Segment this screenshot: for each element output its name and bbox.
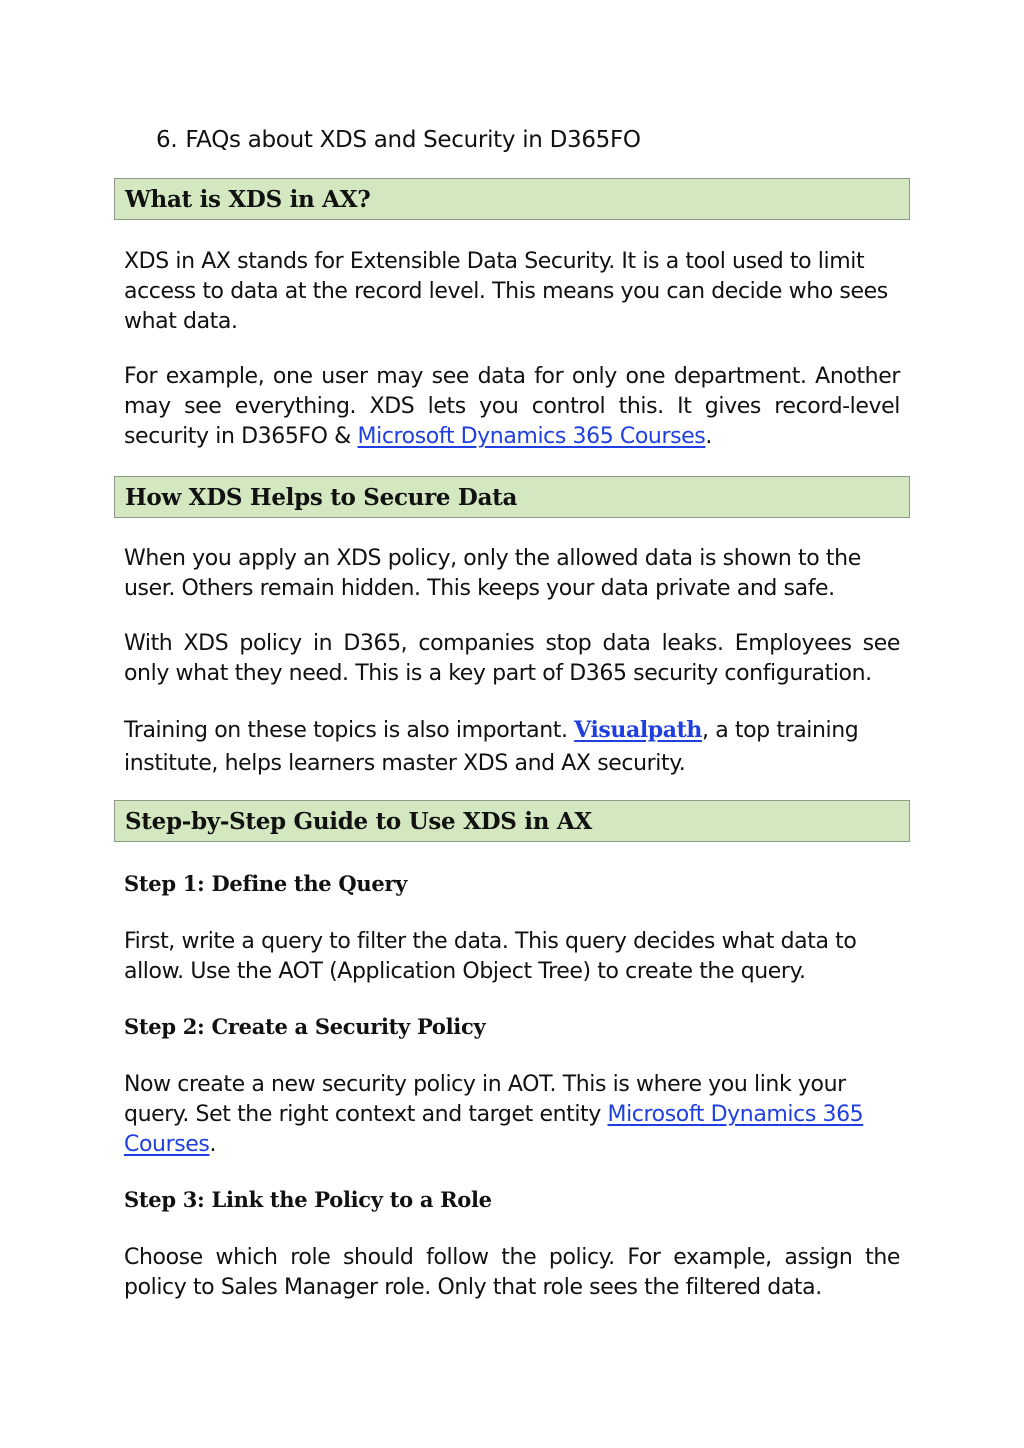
paragraph-how-helps-3-text: Training on these topics is also important.: [124, 718, 575, 743]
step-2-text-body: Now create a new security policy in AOT. This is where you link your query. Set the right context and target entity: [124, 1072, 846, 1127]
section-heading-banner-what-is: [114, 178, 910, 220]
paragraph-how-helps-3-end: , a top training institute, helps learners master XDS and AX security.: [124, 718, 859, 776]
section-heading-how-helps: How XDS Helps to Secure Data: [125, 484, 518, 511]
paragraph-what-is-2: [124, 362, 900, 452]
section-heading-banner-how-helps: [114, 476, 910, 518]
toc-text: FAQs about XDS and Security in D365FO: [185, 127, 641, 153]
step-2-text: [124, 1070, 900, 1160]
paragraph-how-helps-1: When you apply an XDS policy, only the allowed data is shown to the user. Others remain hidden. This keeps your data private and safe.: [124, 546, 861, 601]
section-heading-banner-guide: [114, 800, 910, 842]
step-2-text-end: .: [209, 1132, 217, 1157]
paragraph-what-is-2-end: .: [705, 424, 712, 449]
step-2-title: Step 2: Create a Security Policy: [124, 1014, 486, 1039]
section-heading-what-is: What is XDS in AX?: [125, 186, 371, 213]
paragraph-how-helps-2: With XDS policy in D365, companies stop data leaks. Employees see only what they need. This is a key part of D365 security configuration.: [124, 631, 900, 686]
microsoft-dynamics-courses-link[interactable]: Microsoft Dynamics 365 Courses: [357, 424, 706, 449]
section-heading-guide: Step-by-Step Guide to Use XDS in AX: [125, 808, 592, 835]
paragraph-how-helps-3: [124, 714, 900, 780]
paragraph-what-is-1: XDS in AX stands for Extensible Data Security. It is a tool used to limit access to data at the record level. This means you can decide who sees what data.: [124, 249, 888, 334]
paragraph-what-is-2-text: For example, one user may see data for only one department. Another may see everything. XDS lets you control this. It gives record-level security in D365FO &: [124, 364, 900, 449]
visualpath-link[interactable]: Visualpath: [574, 717, 703, 743]
step-3-text: Choose which role should follow the policy. For example, assign the policy to Sales Manager role. Only that role sees the filtered data.: [124, 1245, 900, 1300]
toc-item: [156, 124, 641, 156]
step-1-title: Step 1: Define the Query: [124, 871, 408, 896]
microsoft-dynamics-courses-link-2[interactable]: Microsoft Dynamics 365 Courses: [124, 1102, 864, 1157]
step-3-title: Step 3: Link the Policy to a Role: [124, 1187, 492, 1212]
step-1-text: First, write a query to filter the data. This query decides what data to allow. Use the AOT (Application Object Tree) to create the query.: [124, 929, 857, 984]
toc-number: 6.: [156, 127, 178, 153]
